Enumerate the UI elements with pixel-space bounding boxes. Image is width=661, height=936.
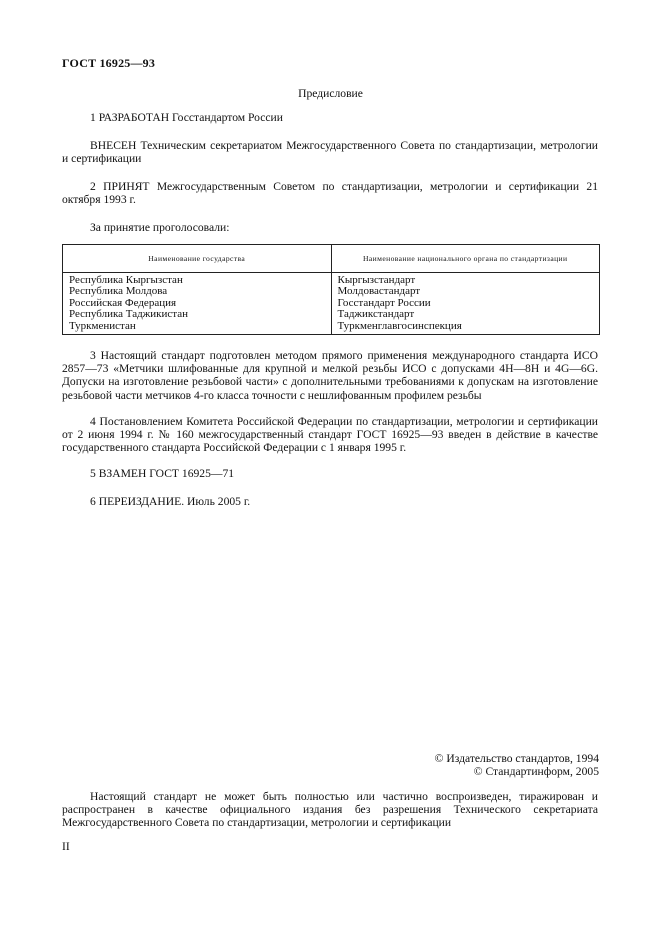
item-1b-text: ВНЕСЕН Техническим секретариатом Межгосударственного Совета по стандартизации, метрологии и сертификации: [62, 139, 598, 166]
voted-label: За принятие проголосовали:: [90, 221, 230, 234]
item-3-text: 3 Настоящий стандарт подготовлен методом прямого применения международного стандарта ИСО 2857—73 «Метчики шлифованные для крупной и мелкой резьбы ИСО с допусками 4H—8H и 4G—6G. Допуски на изготовление резьбовой части» с дополнительными требованиями к допускам на изготовление резьбовой части метчиков 4-го класса точности с нешлифованным профилем резьбы: [62, 349, 598, 402]
copyright-standartinform: © Стандартинформ, 2005: [473, 765, 599, 778]
state-name: Туркменистан: [69, 319, 136, 332]
national-body-name: Кыргызстандарт: [337, 274, 416, 286]
item-1-developed: [62, 111, 598, 124]
page-number: II: [62, 840, 70, 853]
preface-heading: Предисловие: [298, 87, 363, 100]
states-cell: [63, 273, 332, 335]
item-5-replaces: 5 ВЗАМЕН ГОСТ 16925—71: [90, 467, 235, 480]
item-6-reissue: 6 ПЕРЕИЗДАНИЕ. Июль 2005 г.: [90, 495, 251, 508]
state-name: Республика Таджикистан: [69, 308, 188, 321]
reproduction-notice: Настоящий стандарт не может быть полностью или частично воспроизведен, тиражирован и распространен в качестве официального издания без разрешения Технического секретариата Межгосударственного Совета по стандартизации, метрологии и сертификации: [62, 790, 598, 830]
national-body-name: Молдовастандарт: [337, 285, 421, 298]
item-4-decree: [62, 415, 598, 455]
header-national-body: Наименование национального органа по стандартизации: [331, 245, 600, 273]
table-row: [63, 273, 600, 335]
state-name: Российская Федерация: [69, 296, 177, 309]
item-2-adopted: [62, 180, 598, 206]
header-state: Наименование государства: [63, 245, 332, 273]
item-4-text: 4 Постановлением Комитета Российской Федерации по стандартизации, метрологии и сертификации от 2 июня 1994 г. № 160 межгосударственный стандарт ГОСТ 16925—93 введен в действие в качестве государственного стандарта Российской Федерации с 1 января 1995 г.: [62, 415, 598, 455]
item-1-text: 1 РАЗРАБОТАН Госстандартом России: [90, 111, 283, 124]
item-1-introduced: [62, 139, 598, 165]
national-body-name: Госстандарт России: [337, 296, 431, 309]
state-name: Республика Кыргызстан: [69, 274, 183, 286]
standard-code: ГОСТ 16925—93: [62, 56, 156, 70]
table-header-row: [63, 245, 600, 273]
voting-table: [62, 244, 600, 335]
state-name: Республика Молдова: [69, 285, 168, 298]
item-3-method: [62, 349, 598, 402]
item-2-text: 2 ПРИНЯТ Межгосударственным Советом по стандартизации, метрологии и сертификации 21 октября 1993 г.: [62, 180, 598, 207]
copyright-publisher: © Издательство стандартов, 1994: [434, 752, 599, 765]
bodies-cell: [331, 273, 600, 335]
national-body-name: Туркменглавгосинспекция: [337, 319, 462, 332]
national-body-name: Таджикстандарт: [337, 308, 415, 321]
